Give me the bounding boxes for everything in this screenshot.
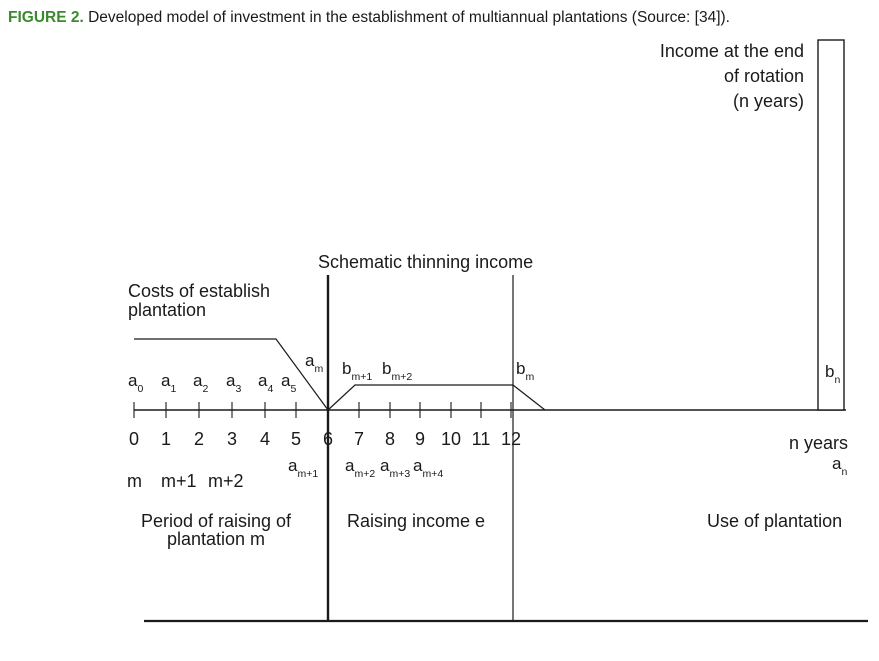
income-symbol: $b_m$ [516, 359, 535, 383]
income-symbol: $b_n$ [825, 362, 841, 386]
lower-symbol: $a_{m+3}$ [380, 456, 411, 480]
lower-symbol: $a_{m+1}$ [288, 456, 319, 480]
tick-label: 7 [353, 429, 365, 449]
income-symbol: $b_{m+1}$ [342, 359, 373, 383]
tick-label: 2 [193, 429, 205, 449]
tick-label: 12 [500, 429, 522, 449]
lower-symbol: $a_{m+2}$ [345, 456, 376, 480]
m-row-label: m+2 [208, 471, 244, 491]
period-label-1: Period of raising of [140, 511, 292, 531]
income-symbols [342, 359, 840, 386]
period-label-2: plantation m [166, 529, 266, 549]
final-income-bar [818, 40, 844, 410]
cost-symbol: $a_3$ [226, 371, 242, 395]
tick-label: 11 [471, 429, 491, 449]
income-end-label-2: of rotation [723, 66, 804, 86]
tick-label: 1 [160, 429, 172, 449]
tick-label: 0 [128, 429, 140, 449]
cost-symbol: $a_1$ [161, 371, 177, 395]
income-symbol: $b_{m+2}$ [382, 359, 413, 383]
figure-label: FIGURE 2. [8, 9, 84, 26]
figure-caption-text: Developed model of investment in the establishment of multiannual plantations (Source: [34]). [83, 9, 730, 26]
cost-symbol: $a_2$ [193, 371, 209, 395]
m-row-label: m [127, 471, 142, 491]
axis-tick-labels [129, 429, 521, 449]
cost-symbol: $a_4$ [258, 371, 274, 395]
cost-symbol: $a_5$ [281, 371, 297, 395]
m-row-label: m+1 [161, 471, 197, 491]
lower-symbol: $a_n$ [832, 454, 848, 478]
lower-symbols [288, 454, 847, 480]
tick-label: 4 [259, 429, 271, 449]
tick-label: 9 [414, 429, 426, 449]
income-end-label-1: Income at the end [659, 41, 804, 61]
costs-label-2: plantation [128, 300, 207, 320]
costs-label-1: Costs of establish [128, 281, 271, 301]
cost-symbol-am: $a_m$ [305, 351, 324, 375]
tick-label: 3 [226, 429, 238, 449]
use-of-plantation-label: Use of plantation [707, 511, 843, 531]
thinning-income-label: Schematic thinning income [318, 252, 534, 272]
income-end-label-3: (n years) [732, 91, 804, 111]
tick-label: 5 [290, 429, 302, 449]
raising-income-label: Raising income e [347, 511, 486, 531]
cost-symbol: $a_0$ [128, 371, 144, 395]
n-years-label: n years [788, 433, 848, 453]
cost-symbols [128, 351, 323, 395]
tick-label: 8 [384, 429, 396, 449]
lower-symbol: $a_{m+4}$ [413, 456, 444, 480]
tick-label: 10 [440, 429, 462, 449]
tick-label: 6 [322, 429, 334, 449]
